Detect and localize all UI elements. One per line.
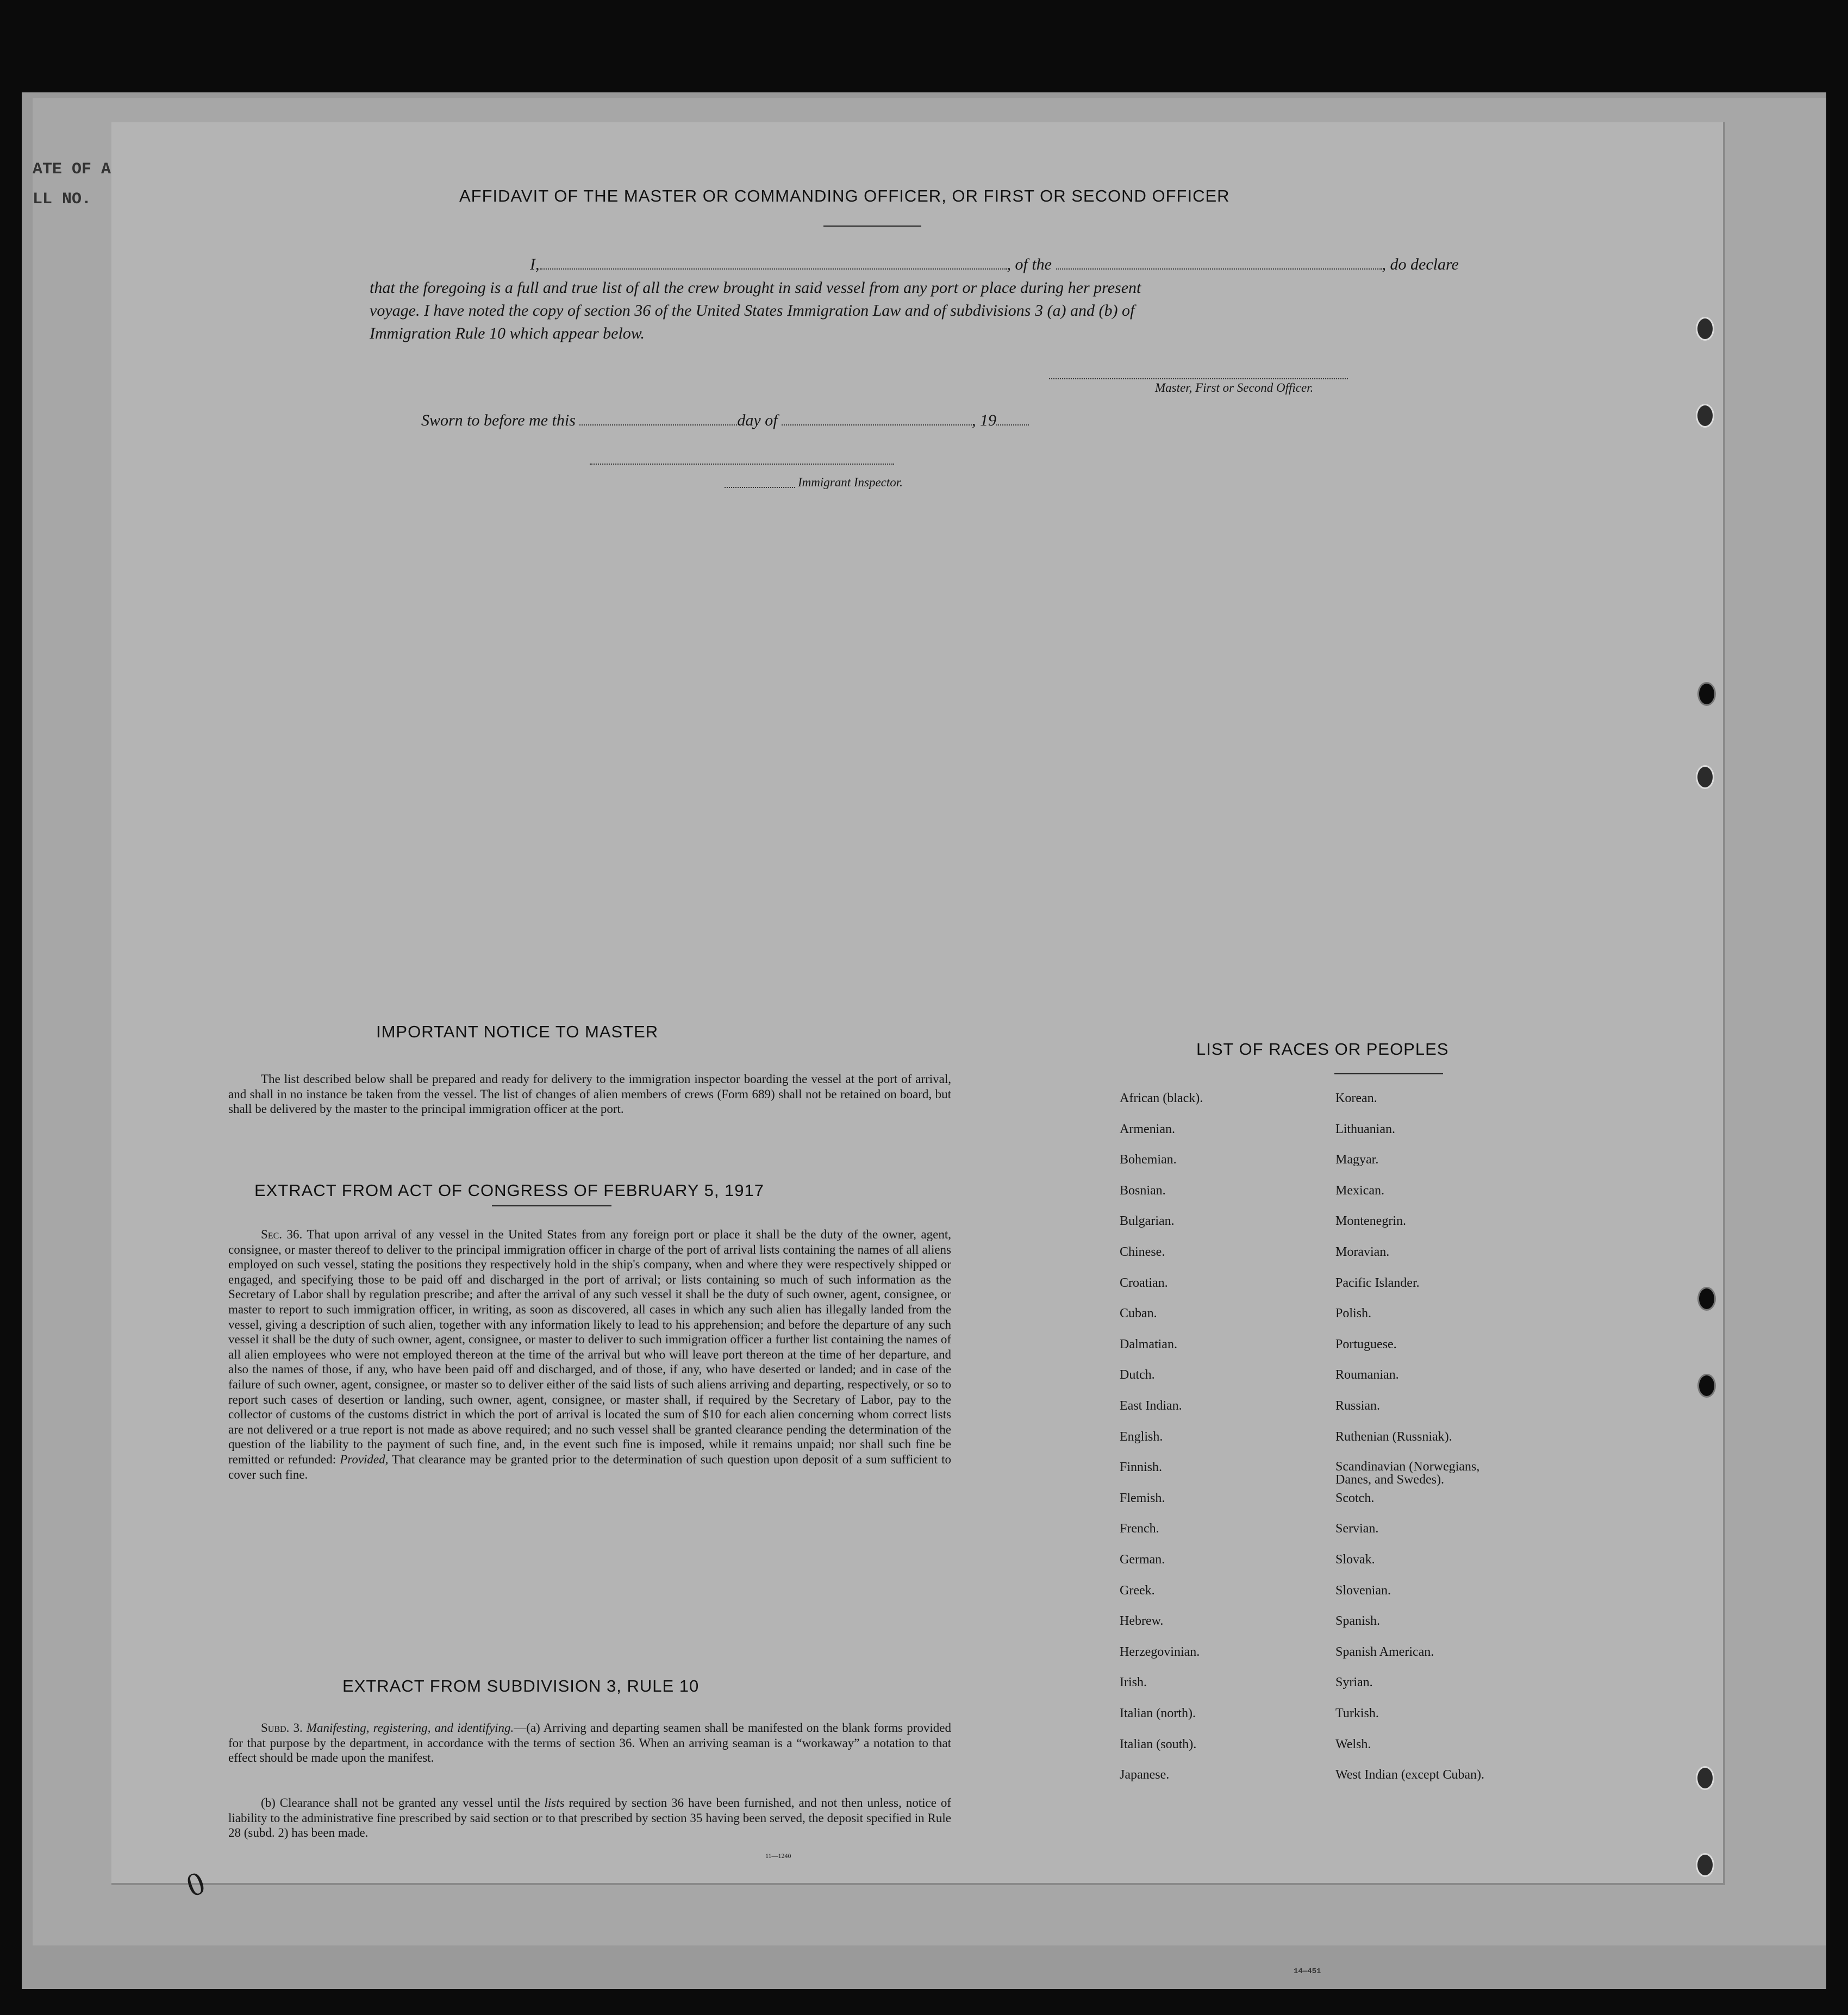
rule-text-b-lead: (b) Clearance shall not be granted any vessel until the — [261, 1796, 540, 1810]
act-provided: Provided, — [340, 1452, 389, 1466]
race-item: Scotch. — [1335, 1491, 1375, 1505]
rule-subd-b — [228, 1795, 951, 1841]
race-item: Greek. — [1120, 1583, 1155, 1598]
sworn-label: Sworn to before me this — [421, 411, 576, 429]
race-item: Dutch. — [1120, 1368, 1155, 1382]
title-rule — [823, 226, 921, 227]
race-item: Flemish. — [1120, 1491, 1165, 1505]
race-item: West Indian (except Cuban). — [1335, 1768, 1484, 1782]
declarant-prefix: I, — [530, 255, 540, 273]
inspector-prefix-field[interactable] — [725, 486, 795, 488]
act-title: EXTRACT FROM ACT OF CONGRESS OF FEBRUARY 5, 1917 — [254, 1181, 765, 1200]
handwritten-mark: 0 — [182, 1864, 210, 1904]
vessel-name-field[interactable] — [1056, 268, 1382, 270]
race-item: Ruthenian (Russniak). — [1335, 1429, 1452, 1444]
race-item: Cuban. — [1120, 1306, 1157, 1321]
affidavit-line-1 — [421, 255, 1459, 274]
back-sheet-form-number: 14—451 — [1294, 1967, 1321, 1976]
rule-subd-a — [228, 1720, 951, 1766]
rule-text-b-rest: required by section 36 have been furnished, and not then unless, notice of liability to the administrative fine prescribed by said section or to that prescribed by section 35 having been served, the deposit specified in Rule 28 (subd. 2) has been made. — [228, 1796, 952, 1840]
officer-signature-label: Master, First or Second Officer. — [1155, 381, 1314, 395]
race-item: Magyar. — [1335, 1153, 1379, 1167]
rule-text-b-lists: lists — [544, 1796, 565, 1810]
race-item: Polish. — [1335, 1306, 1372, 1321]
race-item: Welsh. — [1335, 1737, 1371, 1751]
race-item: French. — [1120, 1522, 1159, 1536]
race-item: Spanish American. — [1335, 1644, 1434, 1659]
affidavit-line-2: that the foregoing is a full and true list of all the crew brought in said vessel from any port or place during her present — [370, 279, 1141, 297]
notice-title: IMPORTANT NOTICE TO MASTER — [376, 1022, 659, 1041]
race-item: Hebrew. — [1120, 1614, 1164, 1629]
act-body: That upon arrival of any vessel in the United States from any foreign port or place it shall be the duty of the owner, agent, consignee, or master thereof to deliver to the principal immigration officer in charge of the port of arrival lists containing the names of all aliens employed on such vessel, stating the positions they respectively hold in the ship's company, when and where they were respectively shipped or engaged, and specifying those to be paid off and discharged in the port of arrival; or lists containing so much of such information as the Secretary of Labor shall by regulation prescribe; and after the arrival of any such vessel it shall be the duty of such owner, agent, consignee, or master to report to such immigration officer, in writing, as soon as discovered, all cases in which any such alien has illegally landed from the vessel, giving a description of such alien, together with any information likely to lead to his apprehension; and before the departure of any such vessel it shall be the duty of such owner, agent, consignee, or master to deliver to such immigration officer a further list containing the names of all alien employees who were not employed thereon at the time of the arrival but who will leave port thereon at the time of her departure, and also the names of those, if any, who have been paid off and discharged, and of those, if any, who have deserted or landed; and in case of the failure of such owner, agent, consignee, or master so to deliver either of the said lists of such aliens arriving and departing, respectively, or so to report such cases of desertion or landing, such owner, agent, consignee, or master shall, if required by the Secretary of Labor, pay to the collector of customs of the customs district in which the port of arrival is located the sum of $10 for each alien concerning whom correct lists are not delivered or a true report is not made as above required; and no such vessel shall be granted clearance pending the determination of the question of the liability to the payment of such fine, and, in the event such fine is imposed, while it remains unpaid; nor shall such fine be remitted or refunded: — [228, 1228, 951, 1466]
race-item: Mexican. — [1335, 1183, 1384, 1198]
race-item: Roumanian. — [1335, 1368, 1399, 1382]
sworn-month-field[interactable] — [782, 424, 972, 425]
binder-hole — [1696, 404, 1714, 428]
binder-hole — [1696, 765, 1714, 789]
affidavit-line-4: Immigration Rule 10 which appear below. — [370, 324, 645, 342]
race-item: Dalmatian. — [1120, 1337, 1177, 1351]
race-item: Pacific Islander. — [1335, 1275, 1420, 1290]
inspector-signature-field[interactable] — [590, 463, 894, 465]
race-item: Irish. — [1120, 1675, 1147, 1690]
day-of-label: day of — [737, 411, 778, 429]
race-item: English. — [1120, 1429, 1163, 1444]
affidavit-title: AFFIDAVIT OF THE MASTER OR COMMANDING OFFICER, OR FIRST OR SECOND OFFICER — [459, 186, 1230, 205]
officer-signature-field[interactable] — [1049, 378, 1348, 379]
race-item: Herzegovinian. — [1120, 1644, 1200, 1659]
back-sheet-edge-label: LL NO. — [33, 190, 92, 209]
race-item: Korean. — [1335, 1091, 1377, 1105]
act-title-rule — [492, 1205, 611, 1206]
rule-form-number: 11—1240 — [765, 1852, 791, 1860]
affidavit-page — [111, 122, 1725, 1904]
sworn-date-field[interactable] — [579, 424, 737, 425]
races-title: LIST OF RACES OR PEOPLES — [1196, 1040, 1449, 1059]
declarant-name-field[interactable] — [540, 268, 1007, 270]
race-item: Servian. — [1335, 1522, 1379, 1536]
act-body-end: That clearance may be granted prior to the determination of such question upon deposit of a sum sufficient to cover such fine. — [228, 1452, 951, 1481]
race-item: Bohemian. — [1120, 1153, 1177, 1167]
races-list — [1120, 1091, 1609, 1906]
rule-subd-label: Subd. 3. — [261, 1721, 303, 1735]
race-item: Spanish. — [1335, 1614, 1381, 1629]
races-title-rule — [1334, 1073, 1443, 1074]
race-item: Slovak. — [1335, 1553, 1375, 1567]
binder-hole — [1696, 317, 1714, 341]
notice-text: The list described below shall be prepared and ready for delivery to the immigration inspector boarding the vessel at the port of arrival, and shall in no instance be taken from the vessel. The list of changes of alien members of crews (Form 689) shall not be retained on board, but shall be delivered by the master to the principal immigration officer at the port. — [228, 1072, 951, 1116]
binder-hole — [1696, 1853, 1714, 1877]
race-item: Armenian. — [1120, 1122, 1175, 1136]
race-item: Montenegrin. — [1335, 1214, 1406, 1229]
rule-text-a: —(a) Arriving and departing seamen shall be manifested on the blank forms provided for that purpose by the department, in accordance with the terms of section 36. When an arriving seaman is a “workaway” a notation to that effect should be made upon the manifest. — [228, 1721, 952, 1765]
race-item: African (black). — [1120, 1091, 1203, 1105]
race-item: East Indian. — [1120, 1399, 1182, 1413]
race-item: Turkish. — [1335, 1706, 1379, 1720]
act-text — [228, 1227, 951, 1482]
affidavit-line-3: voyage. I have noted the copy of section 36 of the United States Immigration Law and of subdivisions 3 (a) and (b) of — [370, 302, 1135, 320]
race-item: Scandinavian (Norwegians, Danes, and Swedes). — [1335, 1460, 1480, 1487]
race-item: Russian. — [1335, 1399, 1381, 1413]
of-the-label: , of the — [1007, 255, 1052, 273]
binder-hole — [1697, 1287, 1716, 1311]
race-item: Lithuanian. — [1335, 1122, 1395, 1136]
race-item: Chinese. — [1120, 1245, 1165, 1259]
race-item: Finnish. — [1120, 1460, 1163, 1475]
inspector-label: Immigrant Inspector. — [798, 475, 903, 489]
back-sheet-edge-label: ATE OF A — [33, 160, 111, 179]
rule-title: EXTRACT FROM SUBDIVISION 3, RULE 10 — [342, 1676, 700, 1695]
race-item: Portuguese. — [1335, 1337, 1397, 1351]
race-item: Slovenian. — [1335, 1583, 1391, 1598]
declare-label: , do declare — [1382, 255, 1459, 273]
binder-hole — [1697, 682, 1716, 706]
rule-subd-heading: Manifesting, registering, and identifying. — [306, 1721, 514, 1735]
race-item: Bosnian. — [1120, 1183, 1166, 1198]
act-section-label: Sec. 36. — [261, 1228, 303, 1241]
binder-hole — [1696, 1766, 1714, 1790]
race-item: Italian (north). — [1120, 1706, 1196, 1720]
year-prefix-label: , 19 — [972, 411, 997, 429]
race-item: Syrian. — [1335, 1675, 1373, 1690]
race-item: Moravian. — [1335, 1245, 1390, 1259]
binder-hole — [1697, 1374, 1716, 1398]
race-item: Croatian. — [1120, 1275, 1168, 1290]
race-item: Italian (south). — [1120, 1737, 1197, 1751]
race-item: Japanese. — [1120, 1768, 1170, 1782]
race-item: Bulgarian. — [1120, 1214, 1175, 1229]
sworn-year-field[interactable] — [996, 424, 1029, 425]
sworn-line — [421, 411, 1029, 430]
race-item: German. — [1120, 1553, 1165, 1567]
